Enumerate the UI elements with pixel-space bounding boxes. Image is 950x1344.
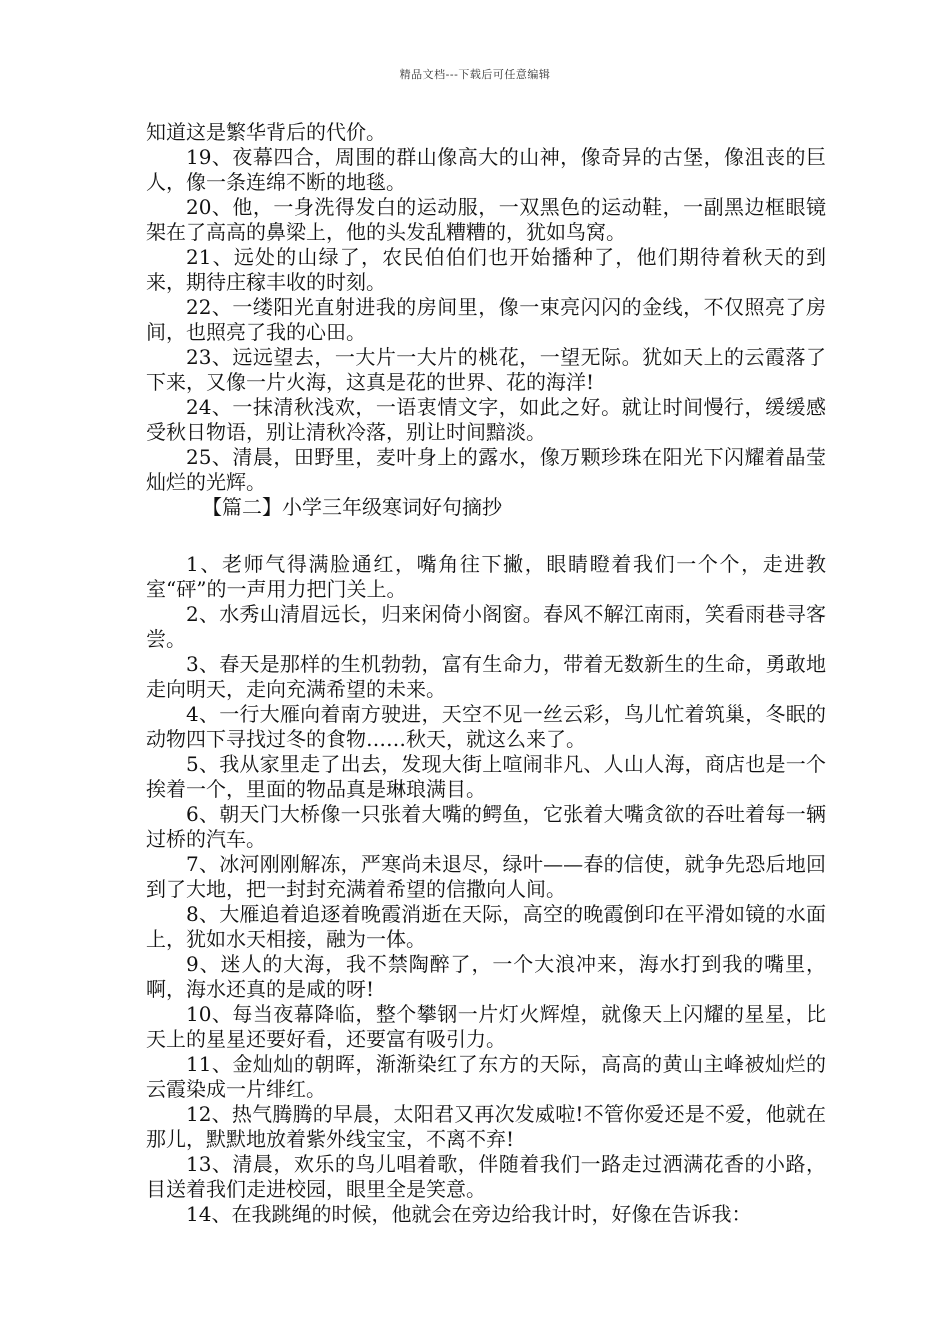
paragraph-item-10: 10、每当夜幕降临，整个攀钢一片灯火辉煌，就像天上闪耀的星星，比天上的星星还要好看，还要富有吸引力。 [146,1002,826,1051]
paragraph-item-6: 6、朝天门大桥像一只张着大嘴的鳄鱼，它张着大嘴贪欲的吞吐着每一辆过桥的汽车。 [146,802,826,851]
paragraph-item-14: 14、在我跳绳的时候，他就会在旁边给我计时，好像在告诉我： [186,1202,752,1226]
paragraph-item-25: 25、清晨，田野里，麦叶身上的露水，像万颗珍珠在阳光下闪耀着晶莹灿烂的光辉。 [146,445,826,494]
paragraph-item-5: 5、我从家里走了出去，发现大街上喧闹非凡、人山人海，商店也是一个挨着一个，里面的物品真是琳琅满目。 [146,752,826,801]
paragraph-item-21: 21、远处的山绿了，农民伯伯们也开始播种了，他们期待着秋天的到来，期待庄稼丰收的时刻。 [146,245,826,294]
paragraph-continuation: 知道这是繁华背后的代价。 [146,120,386,144]
document-body [146,120,826,1227]
paragraph-item-22: 22、一缕阳光直射进我的房间里，像一束亮闪闪的金线，不仅照亮了房间，也照亮了我的心田。 [146,295,826,344]
paragraph-item-8: 8、大雁追着追逐着晚霞消逝在天际，高空的晚霞倒印在平滑如镜的水面上，犹如水天相接，融为一体。 [146,902,826,951]
section-title: 【篇二】小学三年级寒词好句摘抄 [202,495,502,519]
blank-line [146,520,826,552]
paragraph-item-12: 12、热气腾腾的早晨，太阳君又再次发威啦!不管你爱还是不爱，他就在那儿，默默地放着紫外线宝宝，不离不弃! [146,1102,826,1151]
paragraph-item-1: 1、老师气得满脸通红，嘴角往下撇，眼睛瞪着我们一个个，走进教室“砰”的一声用力把门关上。 [146,552,826,601]
paragraph-item-20: 20、他，一身洗得发白的运动服，一双黑色的运动鞋，一副黑边框眼镜架在了高高的鼻梁上，他的头发乱糟糟的，犹如鸟窝。 [146,195,826,244]
paragraph-item-4: 4、一行大雁向着南方驶进，天空不见一丝云彩，鸟儿忙着筑巢，冬眠的动物四下寻找过冬的食物……秋天，就这么来了。 [146,702,826,751]
paragraph-item-24: 24、一抹清秋浅欢，一语衷情文字，如此之好。就让时间慢行，缓缓感受秋日物语，别让清秋冷落，别让时间黯淡。 [146,395,826,444]
paragraph-item-11: 11、金灿灿的朝晖，渐渐染红了东方的天际，高高的黄山主峰被灿烂的云霞染成一片绯红。 [146,1052,826,1101]
paragraph-item-13: 13、清晨，欢乐的鸟儿唱着歌，伴随着我们一路走过洒满花香的小路，目送着我们走进校园，眼里全是笑意。 [146,1152,826,1201]
paragraph-item-3: 3、春天是那样的生机勃勃，富有生命力，带着无数新生的生命，勇敢地走向明天，走向充满希望的未来。 [146,652,826,701]
paragraph-item-19: 19、夜幕四合，周围的群山像高大的山神，像奇异的古堡，像沮丧的巨人，像一条连绵不断的地毯。 [146,145,826,194]
paragraph-item-2: 2、水秀山清眉远长，归来闲倚小阁窗。春风不解江南雨，笑看雨巷寻客尝。 [146,602,826,651]
page-header: 精品文档---下载后可任意编辑 [399,68,551,81]
paragraph-item-9: 9、迷人的大海，我不禁陶醉了，一个大浪冲来，海水打到我的嘴里，啊，海水还真的是咸的呀! [146,952,826,1001]
paragraph-item-7: 7、冰河刚刚解冻，严寒尚未退尽，绿叶——春的信使，就争先恐后地回到了大地，把一封封充满着希望的信撒向人间。 [146,852,826,901]
paragraph-item-23: 23、远远望去，一大片一大片的桃花，一望无际。犹如天上的云霞落了下来，又像一片火海，这真是花的世界、花的海洋! [146,345,826,394]
